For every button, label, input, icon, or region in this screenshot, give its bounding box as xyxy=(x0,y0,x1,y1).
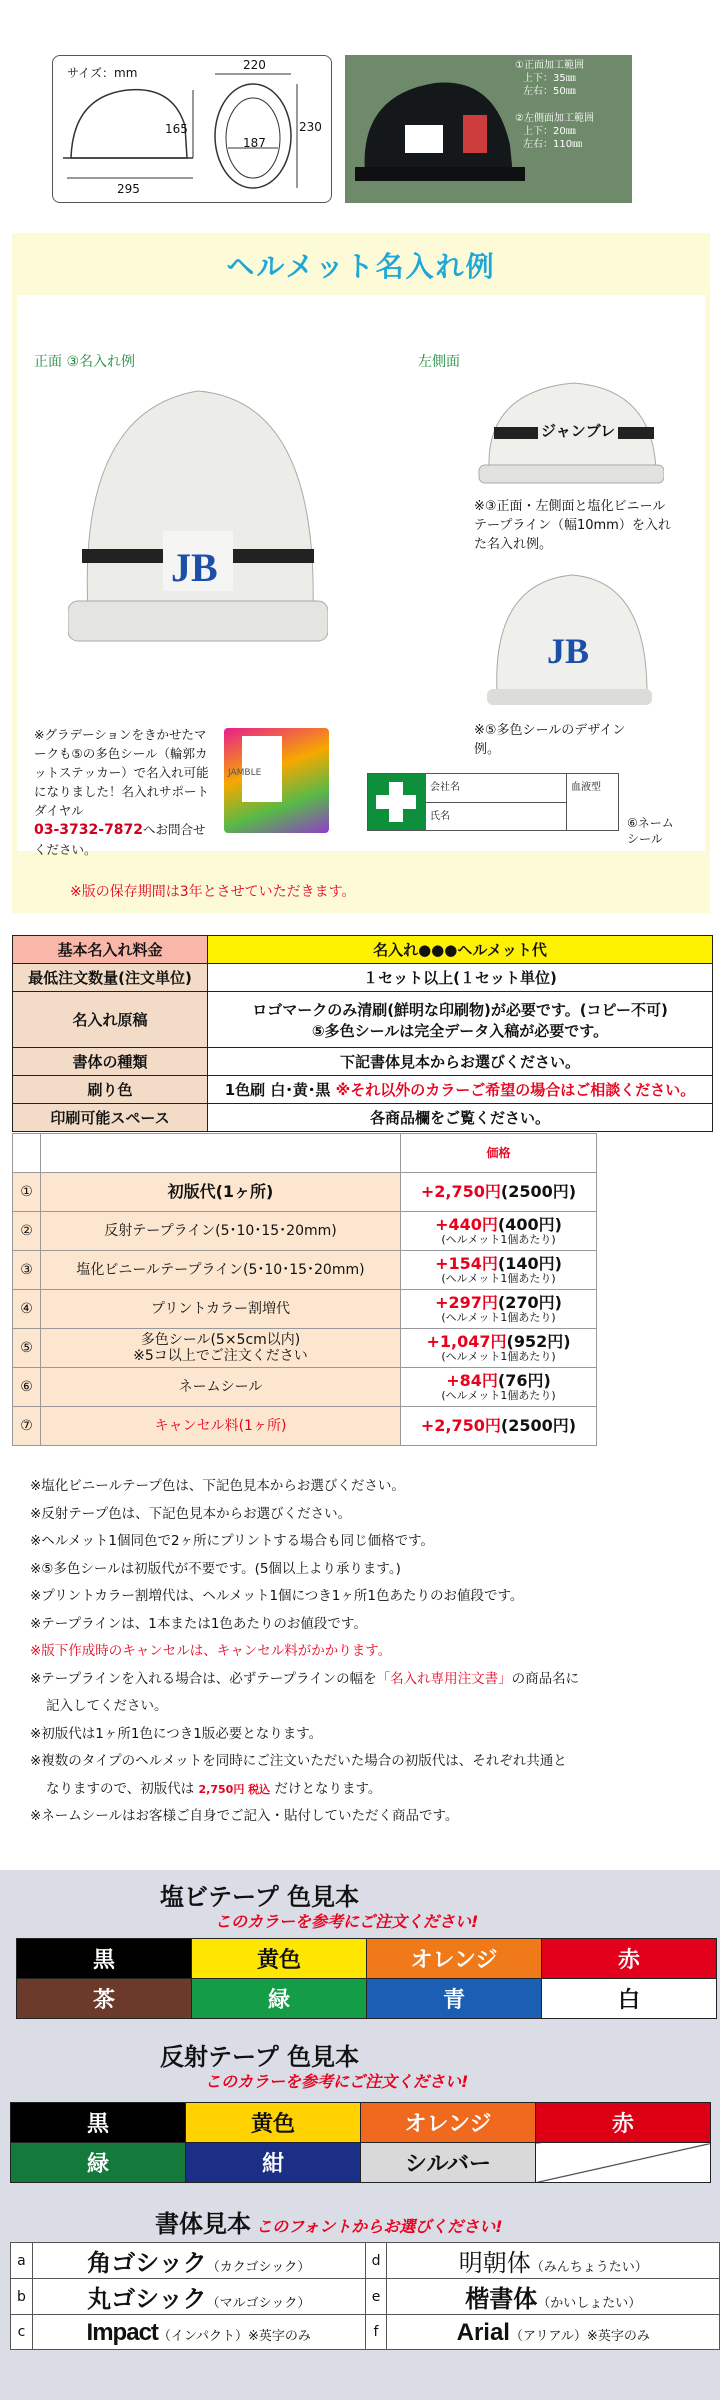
pvc-swatch-table xyxy=(16,1938,717,2019)
pvc-subtitle: このカラーを参考にご注文ください! xyxy=(215,1912,479,1931)
price-item: 初版代(1ヶ所) xyxy=(41,1173,401,1212)
price-base: (2500円) xyxy=(500,1415,577,1435)
svg-text:JB: JB xyxy=(171,545,218,590)
font-name: 明朝体 xyxy=(458,2249,531,2277)
price-value: +440円 xyxy=(435,1214,498,1234)
white-helmet-sticker xyxy=(482,563,652,713)
note-multi-cont xyxy=(30,1776,710,1804)
price-value: +154円 xyxy=(435,1253,498,1273)
reflect-swatch-table xyxy=(10,2102,711,2183)
price-unit: (ヘルメット1個あたり) xyxy=(441,1388,556,1402)
spec-row-key: 印刷可能スペース xyxy=(13,1104,208,1132)
reflect-swatch[interactable]: 黄色 xyxy=(186,2103,361,2143)
price-base: (400円) xyxy=(497,1214,562,1234)
swatch-row xyxy=(11,2103,711,2143)
font-option-maru-gothic[interactable] xyxy=(32,2279,365,2315)
gradient-note xyxy=(34,725,214,859)
note-cancel: ※版下作成時のキャンセルは、キャンセル料がかかります。 xyxy=(30,1643,392,1659)
note-multi-price: 2,750円 税込 xyxy=(198,1782,271,1796)
spec-row-key: 刷り色 xyxy=(13,1076,208,1104)
price-value: +84円 xyxy=(446,1370,498,1390)
spec-row-val: 下記書体見本からお選びください。 xyxy=(208,1048,713,1076)
dim-230: 230 xyxy=(299,120,322,134)
font-row xyxy=(11,2243,720,2279)
price-unit: (ヘルメット1個あたり) xyxy=(441,1232,556,1246)
font-reading: （マルゴシック） xyxy=(206,2296,311,2311)
side-area-h: 左右：110㎜ xyxy=(523,139,583,150)
font-option-mincho[interactable] xyxy=(387,2243,720,2279)
font-reading: （かいしょたい） xyxy=(537,2296,642,2311)
font-name: 楷書体 xyxy=(465,2284,538,2313)
spec-row-val-line1: ロゴマークのみ清刷(鮮明な印刷物)が必要です。(コピー不可) xyxy=(252,1000,668,1019)
price-unit: (ヘルメット1個あたり) xyxy=(441,1271,556,1285)
note-multi-c: だけとなります。 xyxy=(270,1780,382,1797)
font-sample-table xyxy=(10,2242,720,2350)
font-option-kaisho[interactable] xyxy=(387,2279,720,2315)
price-cell xyxy=(401,1407,597,1446)
spec-row-val: 各商品欄をご覧ください。 xyxy=(208,1104,713,1132)
note-line: ※ネームシールはお客様ご自身でご記入・貼付していただく商品です。 xyxy=(30,1808,459,1824)
spec-print-color-note: ※それ以外のカラーご希望の場合はご相談ください。 xyxy=(335,1081,696,1099)
dim-220: 220 xyxy=(243,58,266,72)
row-num: ⑦ xyxy=(13,1407,41,1446)
jamble-text: JAMBLE xyxy=(228,768,262,778)
price-unit: (ヘルメット1個あたり) xyxy=(441,1349,556,1363)
reflect-swatch[interactable]: 赤 xyxy=(536,2103,711,2143)
font-key: c xyxy=(11,2315,33,2350)
note-line: ※テープラインは、1本または1色あたりのお値段です。 xyxy=(30,1615,367,1632)
processing-area-photo xyxy=(345,55,632,203)
note-line: ※プリントカラー割増代は、ヘルメット1個につき1ヶ所1色あたりのお値段です。 xyxy=(30,1588,524,1604)
price-base: (952円) xyxy=(506,1331,571,1351)
price-item: プリントカラー割増代 xyxy=(41,1290,401,1329)
reflect-subtitle: このカラーを参考にご注文ください! xyxy=(205,2072,469,2091)
dim-295: 295 xyxy=(117,182,140,196)
price-item-line2: ※5コ以上でご注文ください xyxy=(133,1348,308,1364)
pvc-swatch[interactable]: 黒 xyxy=(17,1939,192,1979)
spec-row-key: 書体の種類 xyxy=(13,1048,208,1076)
front-area-v: 上下：35㎜ xyxy=(523,73,576,84)
price-value: +1,047円 xyxy=(426,1331,507,1351)
price-base: (270円) xyxy=(497,1292,562,1312)
pvc-swatch[interactable]: 茶 xyxy=(17,1979,192,2019)
font-name: Arial xyxy=(456,2318,510,2346)
seal-blood: 血液型 xyxy=(566,774,618,830)
note-tape-cont: 記入してください。 xyxy=(46,1698,168,1714)
price-cell xyxy=(401,1212,597,1251)
price-item xyxy=(41,1329,401,1368)
note-multi-a: なりますので、初版代は xyxy=(46,1780,199,1797)
row-num: ④ xyxy=(13,1290,41,1329)
font-key: b xyxy=(11,2279,33,2315)
price-item: 塩化ビニールテープライン(5･10･15･20mm) xyxy=(41,1251,401,1290)
reflect-swatch[interactable]: シルバー xyxy=(361,2143,536,2183)
example-title: ヘルメット名入れ例 xyxy=(226,250,496,283)
dim-165: 165 xyxy=(165,122,188,136)
note-line: ※複数のタイプのヘルメットを同時にご注文いただいた場合の初版代は、それぞれ共通と xyxy=(30,1753,567,1769)
row-num: ⑥ xyxy=(13,1368,41,1407)
font-key: f xyxy=(365,2315,387,2350)
reflect-swatch[interactable]: 黒 xyxy=(11,2103,186,2143)
price-cell xyxy=(401,1368,597,1407)
price-cell xyxy=(401,1290,597,1329)
seal-name: 氏名 xyxy=(430,810,450,822)
spec-print-color: 1色刷 白･黄･黒 xyxy=(224,1081,336,1099)
font-option-kaku-gothic[interactable] xyxy=(32,2243,365,2279)
price-item: ネームシール xyxy=(41,1368,401,1407)
pvc-swatch[interactable]: 緑 xyxy=(192,1979,367,2019)
left-side-label: 左側面 xyxy=(418,354,460,370)
price-item: 反射テープライン(5･10･15･20mm) xyxy=(41,1212,401,1251)
price-header: 価格 xyxy=(401,1134,597,1173)
name-seal xyxy=(367,773,619,831)
spec-row-val: １セット以上(１セット単位) xyxy=(208,964,713,992)
swatch-row xyxy=(17,1979,717,2019)
price-value: +2,750円 xyxy=(420,1181,501,1201)
note-line: ※⑤多色シールは初版代が不要です。(5個以上より承ります。) xyxy=(30,1560,401,1577)
pvc-swatch[interactable]: 青 xyxy=(367,1979,542,2019)
reflect-swatch[interactable] xyxy=(536,2143,711,2183)
spec-row-key: 名入れ原稿 xyxy=(13,992,208,1048)
font-name: 丸ゴシック xyxy=(87,2285,207,2313)
dim-187: 187 xyxy=(243,136,266,150)
font-reading: （インパクト）※英字のみ xyxy=(157,2328,311,2344)
swatch-row xyxy=(11,2143,711,2183)
fonts-title-text: 書体見本 xyxy=(155,2210,251,2238)
spec-row-val xyxy=(208,992,713,1048)
price-cell xyxy=(401,1329,597,1368)
font-name: 角ゴシック xyxy=(87,2250,207,2277)
font-key: e xyxy=(365,2279,387,2315)
pvc-title: 塩ビテープ 色見本 xyxy=(160,1883,360,1911)
font-row xyxy=(11,2315,720,2350)
reflect-title: 反射テープ 色見本 xyxy=(160,2043,360,2071)
front-label: 正面 ③名入れ例 xyxy=(34,354,136,370)
font-key: a xyxy=(11,2243,33,2279)
note-3-example: ※③正面・左側面と塩化ビニールテープライン（幅10mm）を入れた名入れ例。 xyxy=(474,499,671,552)
price-table xyxy=(12,1133,597,1446)
notes-block xyxy=(30,1473,710,1831)
price-cell xyxy=(401,1173,597,1212)
brand-text: ジャンブレ xyxy=(538,420,618,441)
spec-row-val-line2: ⑤多色シールは完全データ入稿が必要です。 xyxy=(311,1021,609,1040)
reflect-swatch[interactable]: オレンジ xyxy=(361,2103,536,2143)
price-base: (2500円) xyxy=(500,1181,577,1201)
seal-company: 会社名 xyxy=(426,774,566,803)
safety-cross-icon xyxy=(368,774,426,830)
gradient-tail: へお問合せください。 xyxy=(34,822,206,857)
support-phone[interactable]: 03-3732-7872 xyxy=(34,822,144,838)
font-option-arial[interactable] xyxy=(387,2315,720,2350)
spec-head xyxy=(13,936,208,964)
jamble-sample xyxy=(224,728,329,833)
price-base: (140円) xyxy=(497,1253,562,1273)
price-cell xyxy=(401,1251,597,1290)
price-unit: (ヘルメット1個あたり) xyxy=(441,1310,556,1324)
note-line: ※塩化ビニールテープ色は、下記色見本からお選びください。 xyxy=(30,1478,405,1494)
note-5-example: ※⑤多色シールのデザイン例。 xyxy=(474,723,626,757)
reflect-swatch[interactable]: 紺 xyxy=(186,2143,361,2183)
white-helmet-front xyxy=(68,371,328,671)
row-num: ① xyxy=(13,1173,41,1212)
order-form-link[interactable]: 「名入れ専用注文書」 xyxy=(376,1670,512,1687)
fonts-title xyxy=(155,2204,503,2239)
spec-table xyxy=(12,935,713,1132)
price-base: (76円) xyxy=(497,1370,551,1390)
font-option-impact[interactable] xyxy=(32,2315,365,2350)
gradient-text: ※グラデーションをきかせたマークも⑤の多色シール（輪郭カットステッカー）で名入れ可能になりました！名入れサポートダイヤル xyxy=(34,727,210,818)
note-tape-a: ※テープラインを入れる場合は、必ずテープラインの幅を xyxy=(30,1670,377,1687)
front-area-h: 左右：50㎜ xyxy=(523,86,576,97)
note-tape xyxy=(30,1666,710,1694)
font-key: d xyxy=(365,2243,387,2279)
reflect-swatch[interactable]: 緑 xyxy=(11,2143,186,2183)
font-reading: （カクゴシック） xyxy=(206,2260,311,2275)
dimension-unit: サイズ：mm xyxy=(67,66,138,80)
row-num: ② xyxy=(13,1212,41,1251)
price-item: キャンセル料(1ヶ所) xyxy=(41,1407,401,1446)
row-num: ⑤ xyxy=(13,1329,41,1368)
row-num: ③ xyxy=(13,1251,41,1290)
pvc-swatch[interactable]: 白 xyxy=(542,1979,717,2019)
spec-head-text: 基本名入れ料金 xyxy=(57,941,163,959)
font-name: Impact xyxy=(86,2318,158,2346)
dimension-panel xyxy=(52,55,332,203)
name-seal-label: ⑥ネームシール xyxy=(627,816,674,846)
note-line: ※初版代は1ヶ所1色につき1版必要となります。 xyxy=(30,1725,323,1742)
svg-text:JB: JB xyxy=(547,631,590,671)
example-section xyxy=(12,233,710,913)
front-area-label: ①正面加工範囲 xyxy=(515,60,584,71)
note-line: ※反射テープ色は、下記色見本からお選びください。 xyxy=(30,1505,352,1522)
pvc-swatch[interactable]: オレンジ xyxy=(367,1939,542,1979)
swatch-row xyxy=(17,1939,717,1979)
pvc-swatch[interactable]: 赤 xyxy=(542,1939,717,1979)
font-row xyxy=(11,2279,720,2315)
price-value: +297円 xyxy=(435,1292,498,1312)
spec-head-val xyxy=(208,936,713,964)
note-line: ※ヘルメット1個同色で2ヶ所にプリントする場合も同じ価格です。 xyxy=(30,1533,435,1549)
pvc-swatch[interactable]: 黄色 xyxy=(192,1939,367,1979)
spec-head-val-text: 名入れ●●●ヘルメット代 xyxy=(373,941,547,959)
side-area-label: ②左側面加工範囲 xyxy=(515,113,594,124)
price-item-line1: 多色シール(5×5cm以内) xyxy=(140,1331,301,1348)
font-reading: （みんちょうたい） xyxy=(530,2260,648,2275)
note-tape-c: の商品名に xyxy=(511,1670,580,1687)
fonts-subtitle: このフォントからお選びください! xyxy=(256,2217,503,2236)
spec-row-key: 最低注文数量(注文単位) xyxy=(13,964,208,992)
font-reading: （アリアル）※英字のみ xyxy=(509,2328,650,2344)
spec-row-val xyxy=(208,1076,713,1104)
price-value: +2,750円 xyxy=(420,1415,501,1435)
side-area-v: 上下：20㎜ xyxy=(523,126,576,137)
keep-period-note: ※版の保存期間は3年とさせていただきます。 xyxy=(70,884,356,900)
